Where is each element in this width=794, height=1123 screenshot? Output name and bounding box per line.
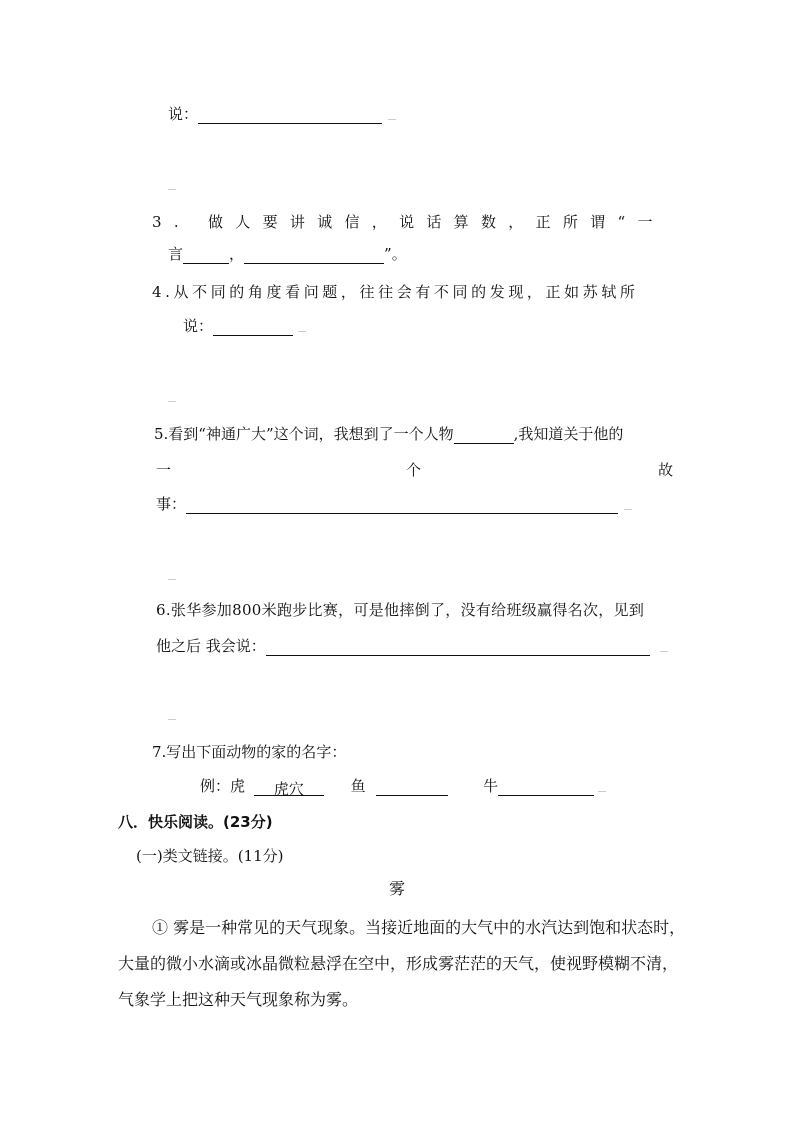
q3-blank-1[interactable] <box>183 247 229 264</box>
q4-question: 4.从不同的角度看问题，往往会有不同的发现，正如苏轼所 <box>152 283 639 301</box>
q2-say-label: 说： <box>168 105 199 123</box>
q3-yan: 言 <box>168 245 184 263</box>
passage-line-3: 气象学上把这种天气现象称为雾。 <box>118 990 359 1009</box>
paragraph-mark <box>298 328 306 332</box>
q3-blank-2[interactable] <box>244 247 384 264</box>
paragraph-mark <box>598 788 606 792</box>
q7-question: 7.写出下面动物的家的名字： <box>152 743 347 761</box>
paragraph-mark <box>168 716 176 720</box>
q2-answer-line <box>168 104 382 124</box>
paragraph-mark <box>168 576 176 580</box>
q5-word-2: 个 <box>406 461 422 479</box>
q4-say-label: 说： <box>183 317 214 335</box>
q7-example-label: 例：虎 <box>200 777 246 795</box>
q5-answer-line <box>156 494 618 514</box>
q7-cow-label: 牛 <box>483 777 499 795</box>
q5-blank-person[interactable] <box>454 427 514 444</box>
passage-line-2: 大量的微小水滴或冰晶微粒悬浮在空中，形成雾茫茫的天气，使视野模糊不清， <box>118 954 679 973</box>
q7-answers <box>200 776 594 796</box>
paragraph-mark <box>660 648 668 652</box>
q5-text: 5.看到“神通广大”这个词，我想到了一个人物 <box>154 425 454 443</box>
q5-word-1: 一 <box>156 461 172 479</box>
q4-answer-line <box>183 316 293 336</box>
q6-question: 6.张华参加800米跑步比赛，可是他摔倒了，没有给班级赢得名次，见到 <box>156 601 645 619</box>
q5-text-after: ,我知道关于他的 <box>513 425 624 443</box>
paragraph-mark <box>388 116 396 120</box>
q4-blank[interactable] <box>213 319 293 336</box>
section-8-heading: 八．快乐阅读。(23分) <box>118 813 273 831</box>
q7-example-answer <box>254 779 324 796</box>
passage-line-1: ① 雾是一种常见的天气现象。当接近地面的大气中的水汽达到饱和状态时， <box>152 918 686 937</box>
q5-story-label: 事： <box>156 495 187 513</box>
q6-answer-line <box>156 636 650 656</box>
paragraph-mark <box>168 186 176 190</box>
q6-blank[interactable] <box>266 639 650 656</box>
q7-fish-label: 鱼 <box>350 777 366 795</box>
q7-example-answer-text: 虎穴 <box>273 780 304 798</box>
q5-blank-story[interactable] <box>186 497 618 514</box>
q3-end: ”。 <box>384 245 407 263</box>
q5-word-3: 故 <box>658 461 674 479</box>
q2-blank[interactable] <box>198 107 382 124</box>
q6-say-label: 他之后 我会说： <box>156 637 266 655</box>
paragraph-mark <box>624 506 632 510</box>
section-8-subheading: (一)类文链接。(11分) <box>136 847 284 865</box>
q3-question: 3. 做人要讲诚信，说话算数，正所谓“一 <box>152 213 665 231</box>
q3-comma: ， <box>229 245 245 263</box>
paragraph-mark <box>168 398 176 402</box>
q3-line2 <box>168 244 407 264</box>
q7-fish-blank[interactable] <box>376 779 448 796</box>
q5-question <box>154 424 623 444</box>
passage-title: 雾 <box>388 879 405 898</box>
q7-cow-blank[interactable] <box>498 779 594 796</box>
